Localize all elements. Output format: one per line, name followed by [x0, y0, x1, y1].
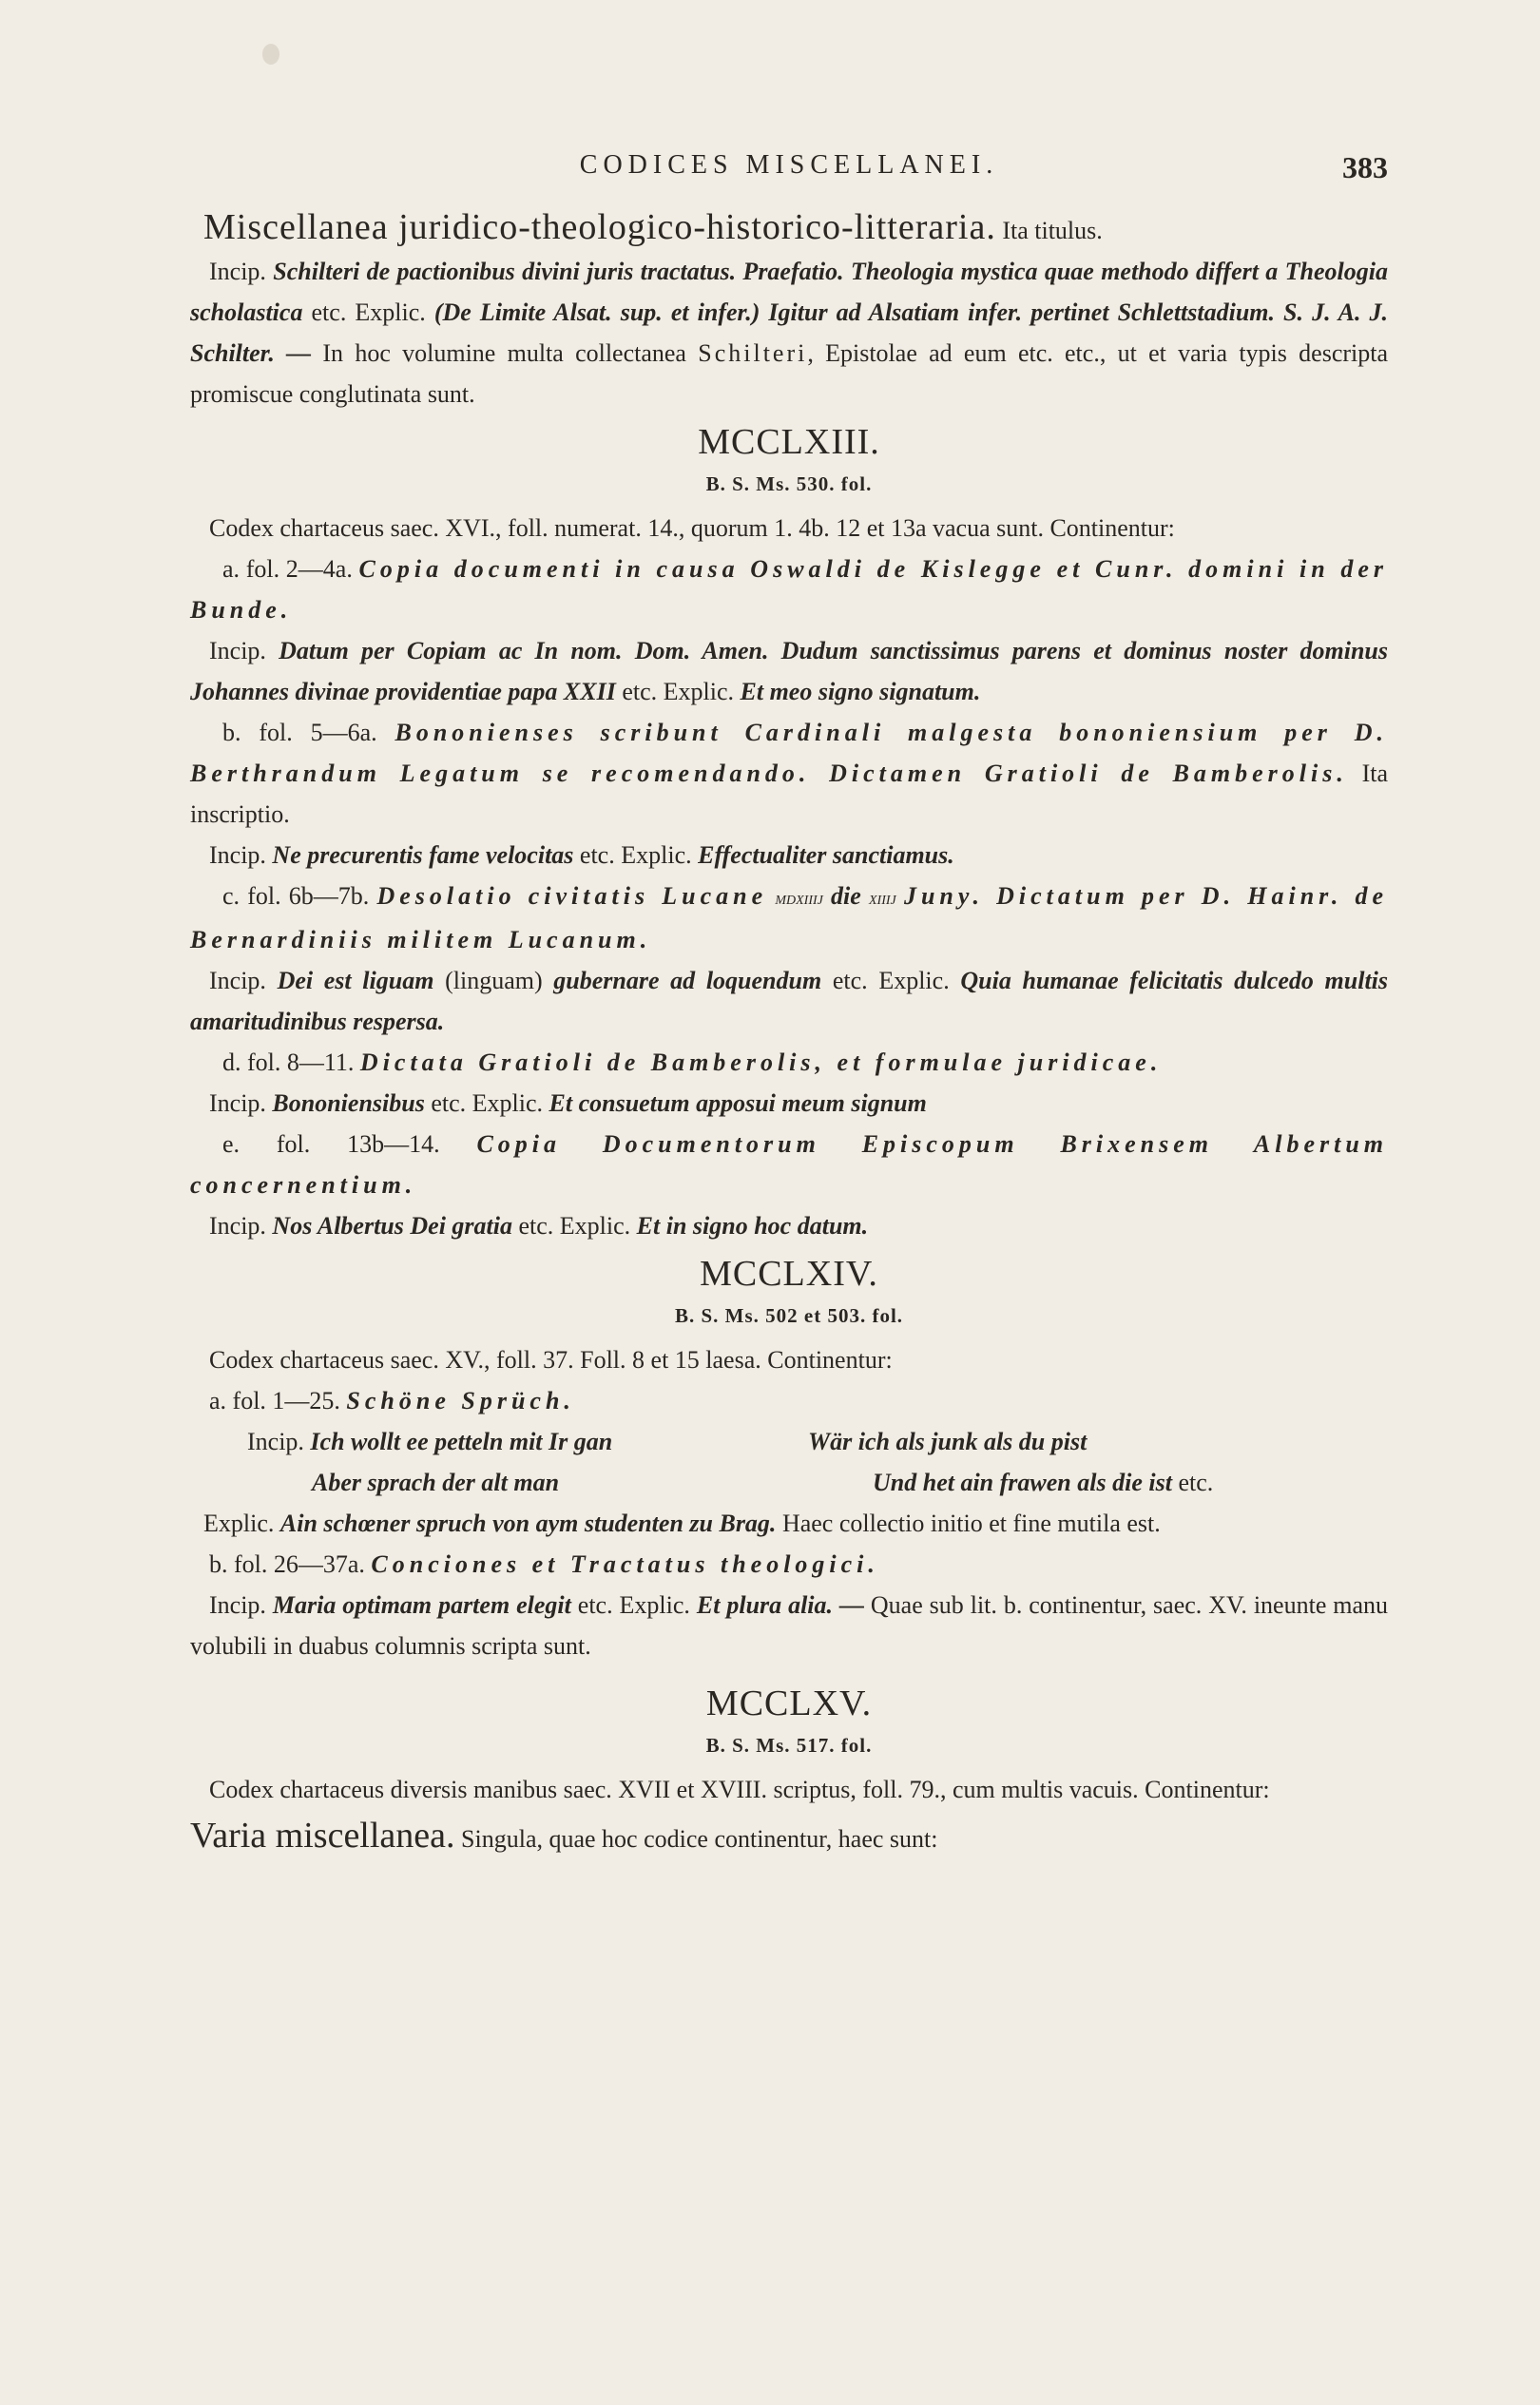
codex-explic	[190, 1503, 1388, 1544]
codex-description: Codex chartaceus diversis manibus saec. XVII et XVIII. scriptus, foll. 79., cum multis vacuis. Continentur:	[209, 1776, 1270, 1803]
incip-label: Incip.	[209, 1089, 266, 1117]
item-label: d. fol. 8—11.	[222, 1049, 355, 1076]
explic-text: Et plura alia. —	[696, 1591, 864, 1619]
note-text: Haec collectio initio et fine mutila est.	[781, 1510, 1161, 1537]
verse-line-2-right	[873, 1462, 1388, 1503]
running-title: CODICES MISCELLANEI.	[579, 150, 999, 180]
item-title: Conciones et Tractatus theologici.	[371, 1550, 879, 1578]
paper-stain	[262, 44, 279, 65]
item-e	[190, 1124, 1388, 1205]
item-label: c. fol. 6b—7b.	[222, 882, 370, 910]
verse-text: Ich wollt ee petteln mit Ir gan	[310, 1428, 613, 1455]
explic-text: Quia humanae felicitatis dulcedo multis amaritudinibus respersa.	[190, 967, 1389, 1035]
shelf-mark: B. S. Ms. 502 et 503. fol.	[674, 1304, 904, 1327]
item-title: Desolatio civitatis Lucane	[376, 882, 768, 910]
incip-label: Incip.	[209, 637, 266, 664]
item-a	[190, 1380, 1388, 1421]
incip-text: Maria optimam partem elegit	[272, 1591, 571, 1619]
item-title: Dictata Gratioli de Bamberolis, et formulae juridicae.	[359, 1049, 1163, 1076]
explic-label: Explic.	[663, 678, 735, 705]
incip-text: Nos Albertus Dei gratia	[272, 1212, 512, 1240]
section-title: Varia miscellanea.	[190, 1816, 455, 1856]
incip-label: Incip.	[209, 967, 266, 994]
item-title-word: die	[831, 882, 861, 910]
item-label: b. fol. 26—37a.	[209, 1550, 365, 1578]
etc-text: etc.	[518, 1212, 554, 1240]
verse-line-1-right: Wär ich als junk als du pist	[808, 1428, 1088, 1455]
item-a-incip	[190, 630, 1388, 712]
item-title: Bononienses scribunt Cardinali malgesta bononiensium per D. Berthrandum Legatum se recomendando. Dictamen Gratioli de Bamberolis.	[190, 719, 1389, 787]
incip-label: Incip.	[209, 1591, 266, 1619]
codex-heading: MCCLXV.	[705, 1684, 873, 1723]
item-label: b. fol. 5—6a.	[222, 719, 377, 746]
incip-label: Incip.	[209, 258, 266, 285]
note-name: Schilteri	[698, 339, 808, 367]
explic-text: Et in signo hoc datum.	[636, 1212, 869, 1240]
codex-heading: MCCLXIII.	[698, 422, 880, 462]
item-label: a. fol. 1—25.	[209, 1387, 340, 1414]
incip-text: Dei est liguam	[277, 967, 434, 994]
verse-text: Und het ain frawen als die ist	[873, 1469, 1172, 1496]
verse-line-2-left: Aber sprach der alt man	[312, 1469, 560, 1496]
running-head	[190, 150, 1388, 198]
item-b-incip	[190, 1585, 1388, 1666]
note-text: Quae sub lit. b. continentur, saec. XV. ineunte manu volubili in duabus columnis scripta sunt.	[190, 1591, 1389, 1660]
incip-label: Incip.	[209, 1212, 266, 1240]
item-d-incip	[190, 1083, 1388, 1124]
item-c	[190, 875, 1388, 960]
explic-text: Effectualiter sanctiamus.	[698, 841, 954, 869]
item-title: Copia Documentorum Episcopum Brixensem Albertum concernentium.	[190, 1130, 1389, 1199]
explic-label: Explic.	[203, 1510, 275, 1537]
section-line	[190, 1816, 1388, 1859]
item-c-incip	[190, 960, 1388, 1042]
incip-text: Bononiensibus	[272, 1089, 425, 1117]
incip-text: Ne precurentis fame velocitas	[272, 841, 574, 869]
explic-label: Explic.	[619, 1591, 690, 1619]
incip-text: Datum per Copiam ac In nom. Dom. Amen. Dudum sanctissimus parens et dominus noster dominus Johannes divinae providentiae papa XXII	[190, 637, 1389, 705]
shelf-mark: B. S. Ms. 517. fol.	[705, 1734, 873, 1757]
item-b	[190, 712, 1388, 835]
item-label: e. fol. 13b—14.	[222, 1130, 440, 1158]
etc-text: etc.	[622, 678, 658, 705]
item-b-incip	[190, 835, 1388, 875]
incip-correction: (linguam)	[445, 967, 543, 994]
incip-label: Incip.	[209, 841, 266, 869]
explic-label: Explic.	[559, 1212, 631, 1240]
item-title-rest: Juny. Dictatum per D. Hainr. de Bernardiniis militem Lucanum.	[190, 882, 1389, 953]
item-title-note: Ita inscriptio.	[190, 760, 1389, 828]
codex-description: Codex chartaceus saec. XVI., foll. numerat. 14., quorum 1. 4b. 12 et 13a vacua sunt. Continentur:	[209, 514, 1175, 542]
verse-line-1-left	[247, 1421, 808, 1462]
explic-text: Et meo signo signatum.	[740, 678, 981, 705]
item-title: Copia documenti in causa Oswaldi de Kislegge et Cunr. domini in der Bunde.	[190, 555, 1388, 624]
verse-block	[247, 1462, 1388, 1503]
intro-paragraph	[190, 251, 1388, 414]
page-number: 383	[1342, 150, 1388, 184]
item-date: mdxiiij	[775, 888, 823, 909]
incip-label: Incip.	[247, 1428, 304, 1455]
explic-text: Ain schœner spruch von aym studenten zu Brag.	[279, 1510, 777, 1537]
etc-text: etc.	[1178, 1469, 1214, 1496]
etc-text: etc.	[832, 967, 868, 994]
incip-text-rest: gubernare ad loquendum	[553, 967, 822, 994]
item-d	[190, 1042, 1388, 1083]
note-text: In hoc volumine multa collectanea	[322, 339, 686, 367]
explic-label: Explic.	[621, 841, 692, 869]
section-text: Singula, quae hoc codice continentur, haec sunt:	[461, 1825, 938, 1853]
item-a	[190, 548, 1388, 630]
etc-text: etc.	[431, 1089, 467, 1117]
intro-title: Miscellanea juridico-theologico-historico-litteraria.	[203, 207, 996, 247]
text-body	[190, 207, 1388, 1859]
intro-title-line	[190, 207, 1388, 251]
etc-text: etc.	[579, 841, 615, 869]
codex-heading: MCCLXIV.	[700, 1254, 878, 1294]
intro-title-note: Ita titulus.	[1002, 217, 1103, 244]
item-b	[190, 1544, 1388, 1585]
incip-text: Schilteri de pactionibus divini juris tractatus. Praefatio. Theologia mystica quae methodo differt a Theologia scholastica	[190, 258, 1388, 326]
etc-text: etc.	[311, 298, 347, 326]
explic-text: Et consuetum apposui meum signum	[549, 1089, 927, 1117]
shelf-mark: B. S. Ms. 530. fol.	[705, 472, 873, 495]
codex-description: Codex chartaceus saec. XV., foll. 37. Foll. 8 et 15 laesa. Continentur:	[209, 1346, 893, 1374]
item-day: xiiij	[869, 888, 896, 909]
explic-label: Explic.	[355, 298, 426, 326]
note-text-post: , Epistolae ad eum etc. etc., ut et varia typis descripta promiscue conglutinata sunt.	[190, 339, 1389, 408]
explic-label: Explic.	[472, 1089, 544, 1117]
verse-block	[247, 1421, 1388, 1462]
explic-text: (De Limite Alsat. sup. et infer.) Igitur ad Alsatiam infer. pertinet Schlettstadium. S. J. A. J. Schilter. —	[190, 298, 1389, 367]
item-e-incip	[190, 1205, 1388, 1246]
item-label: a. fol. 2—4a.	[222, 555, 353, 583]
etc-text: etc.	[577, 1591, 613, 1619]
explic-label: Explic.	[878, 967, 950, 994]
item-title: Schöne Sprüch.	[346, 1387, 575, 1414]
